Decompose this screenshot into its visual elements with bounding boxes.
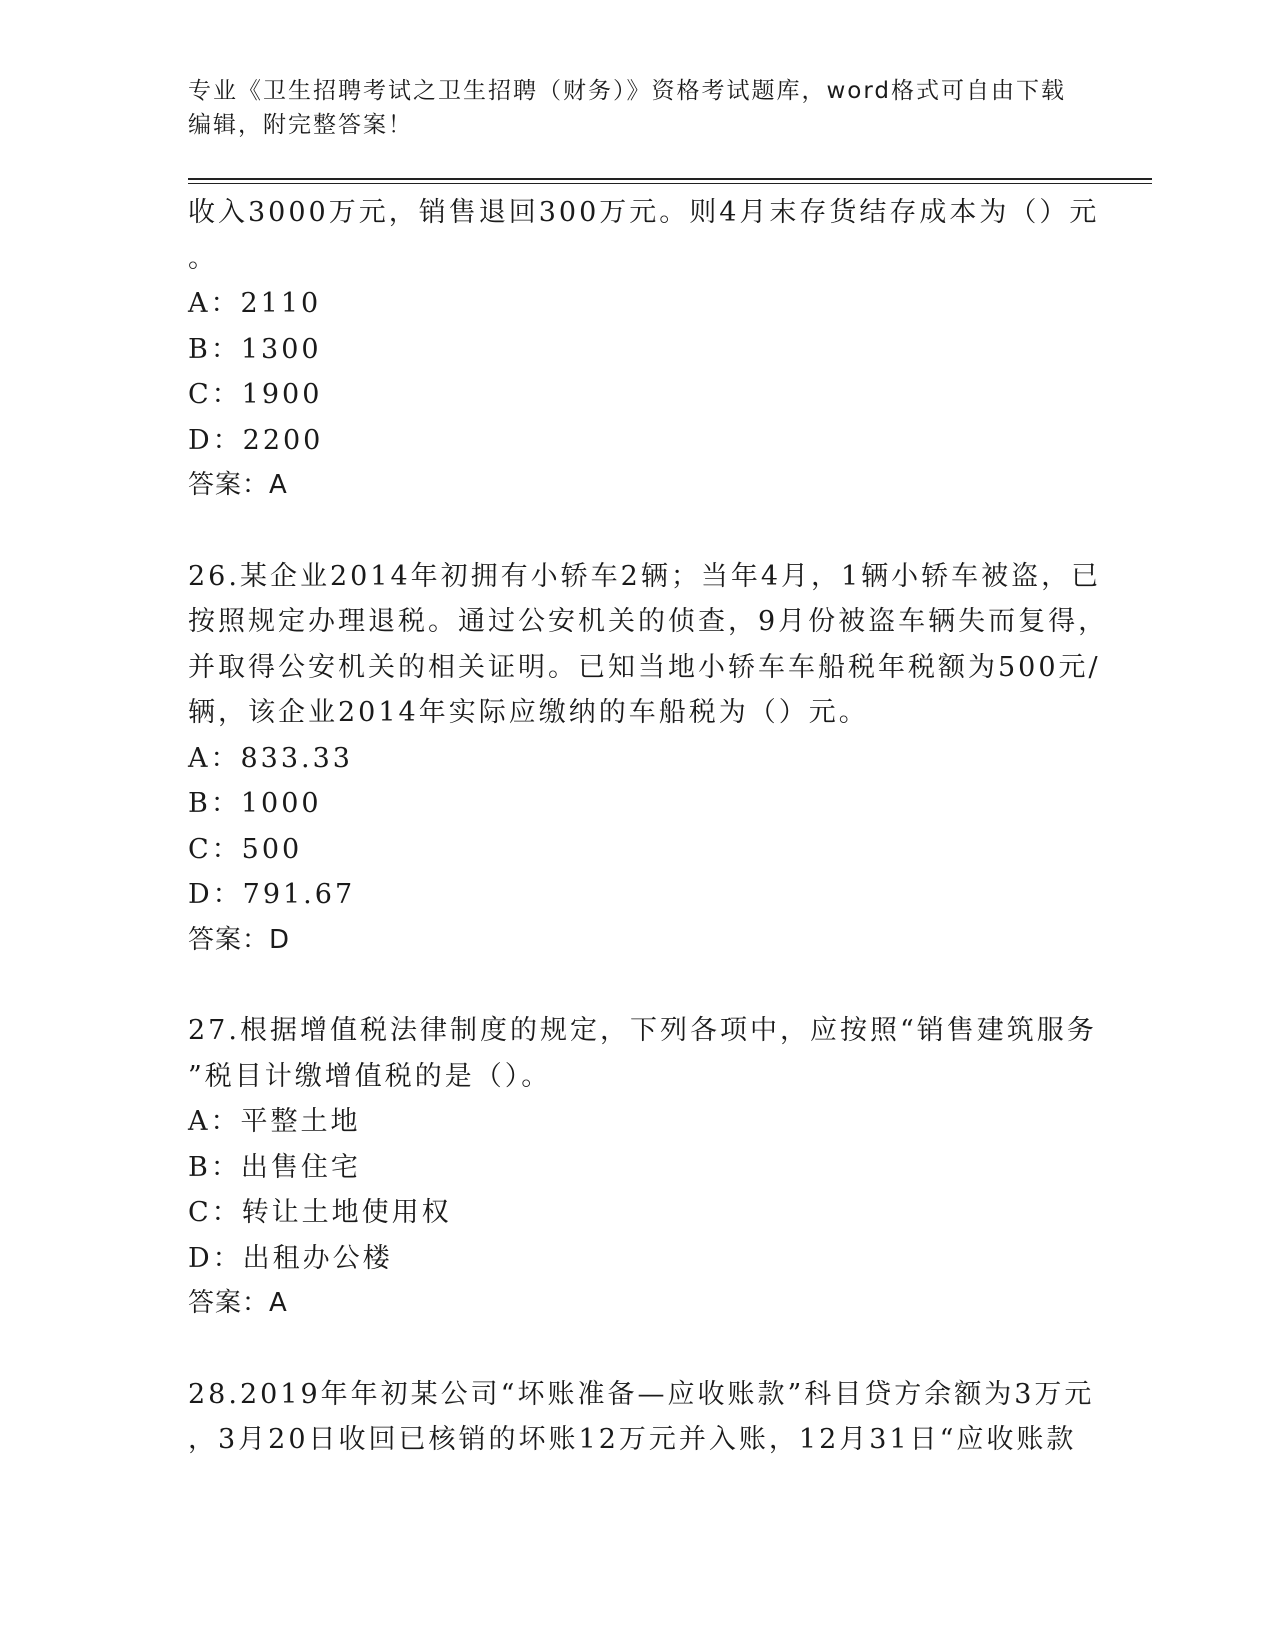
option-d: D：791.67 (188, 879, 356, 910)
option-d: D：出租办公楼 (188, 1242, 393, 1274)
question-26 (188, 554, 1109, 964)
spacer (188, 963, 1088, 1008)
header-line-1: 专业《卫生招聘考试之卫生招聘（财务）》资格考试题库，word格式可自由下载 (188, 78, 1067, 104)
answer-label: 答案：A (188, 1288, 288, 1318)
question-text-line: 26.某企业2014年初拥有小轿车2辆；当年4月，1辆小轿车被盗，已 (188, 560, 1102, 592)
question-text-line: 27.根据增值税法律制度的规定，下列各项中，应按照“销售建筑服务 (188, 1015, 1097, 1046)
header-divider-thick (188, 178, 1152, 180)
spacer (188, 1327, 1088, 1372)
option-a: A：平整土地 (188, 1106, 361, 1137)
question-text-line: 。 (188, 242, 218, 274)
option-a: A：2110 (188, 288, 322, 319)
option-c: C：1900 (188, 379, 323, 410)
question-text-line: 收入3000万元，销售退回300万元。则4月末存货结存成本为（）元 (188, 197, 1100, 228)
option-b: B：1000 (188, 788, 322, 819)
spacer (188, 509, 1088, 554)
option-a: A：833.33 (188, 742, 353, 774)
header-divider-thin (188, 183, 1152, 184)
question-28 (188, 1372, 1095, 1463)
option-c: C：转让土地使用权 (188, 1197, 452, 1228)
option-b: B：1300 (188, 333, 322, 365)
question-text-line: 辆，该企业2014年实际应缴纳的车船税为（）元。 (188, 697, 869, 728)
question-text-line: 28.2019年年初某公司“坏账准备—应收账款”科目贷方余额为3万元 (188, 1378, 1095, 1410)
option-c: C：500 (188, 833, 303, 865)
answer-label: 答案：A (188, 470, 288, 500)
question-text-line: 并取得公安机关的相关证明。已知当地小轿车车船税年税额为500元/ (188, 651, 1101, 683)
option-b: B：出售住宅 (188, 1151, 361, 1183)
question-text-line: ，3月20日收回已核销的坏账12万元并入账，12月31日“应收账款 (188, 1424, 1077, 1455)
question-content (188, 190, 1109, 1463)
document-header (188, 74, 1088, 142)
header-line-2: 编辑，附完整答案！ (188, 112, 413, 138)
answer-label: 答案：D (188, 924, 291, 955)
option-d: D：2200 (188, 424, 324, 456)
question-text-line: 按照规定办理退税。通过公安机关的侦查，9月份被盗车辆失而复得， (188, 606, 1109, 637)
question-text-line: ”税目计缴增值税的是（）。 (188, 1060, 552, 1092)
question-27 (188, 1008, 1097, 1327)
question-25 (188, 190, 1100, 509)
